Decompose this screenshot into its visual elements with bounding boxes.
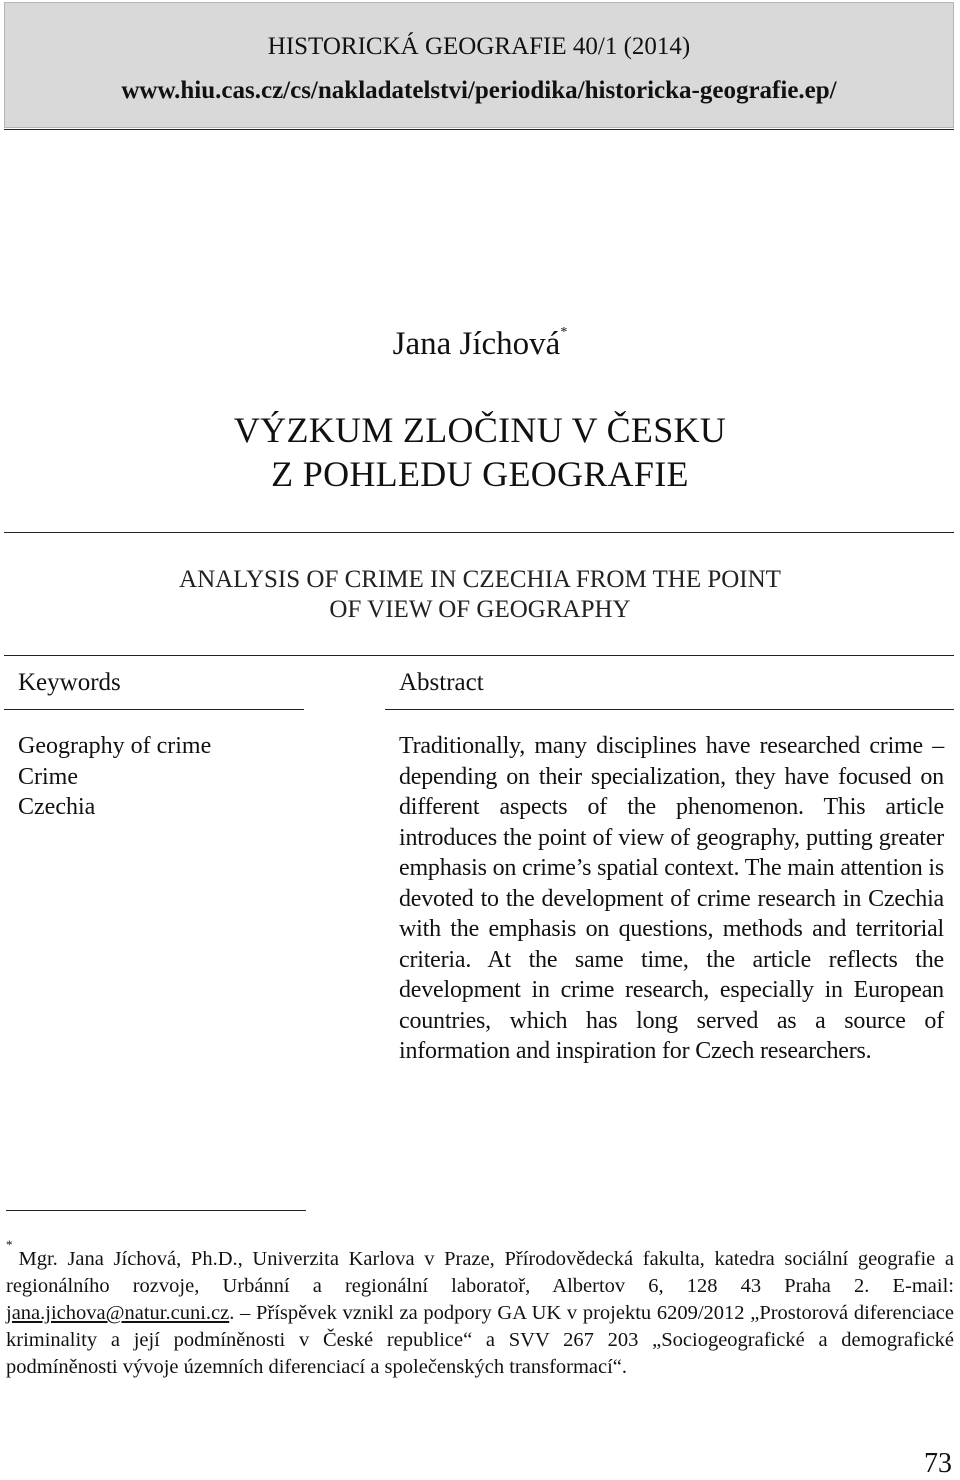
title-en-line2: OF VIEW OF GEOGRAPHY — [329, 596, 631, 623]
journal-title: HISTORICKÁ GEOGRAFIE 40/1 (2014) — [267, 33, 691, 60]
author-footnote — [6, 1239, 954, 1381]
footnote-text-part1: Mgr. Jana Jíchová, Ph.D., Univerzita Karlova v Praze, Přírodovědecká fakulta, katedra sociální geografie a regionálního rozvoje, Urbánní a regionální laboratoř, Albertov 6, 128 43 Praha 2. E-mail: — [6, 1247, 954, 1297]
footnote-text-part2: . – Příspěvek vznikl za podpory GA UK v projektu 6209/2012 „Prostorová diferenciace kriminality a její podmíněnosti v České republice“ a SVV 267 203 „Sociogeografické a demografické podmíněnosti vývoje územních diferenciací a společenských transformací“. — [6, 1301, 954, 1378]
abstract-heading: Abstract — [399, 669, 484, 696]
author-text: Jana Jíchová — [392, 326, 561, 362]
keywords-list — [18, 731, 211, 823]
footnote-separator — [6, 1210, 306, 1211]
title-cz-line1: VÝZKUM ZLOČINU V ČESKU — [233, 410, 727, 450]
keyword-item: Crime — [18, 763, 78, 790]
title-en-line1: ANALYSIS OF CRIME IN CZECHIA FROM THE POINT — [179, 566, 781, 593]
keyword-item: Czechia — [18, 794, 96, 820]
header-rule — [4, 129, 954, 130]
article-title-english — [0, 565, 960, 625]
abstract-underline — [385, 709, 954, 710]
author-footnote-mark: * — [560, 325, 568, 340]
abstract-body: Traditionally, many disciplines have researched crime – depending on their specialization, they have focused on different aspects of the phenomenon. This article introduces the point of view of geography, putting greater emphasis on crime’s spatial context. The main attention is devoted to the development of crime research in Czechia with the emphasis on questions, methods and territorial criteria. At the same time, the article reflects the development in crime research, especially in European countries, which has long served as a source of information and inspiration for Czech researchers. — [399, 733, 944, 1064]
section-rule — [4, 655, 954, 656]
journal-url: www.hiu.cas.cz/cs/nakladatelstvi/periodika/historicka-geografie.ep/ — [121, 77, 837, 104]
title-cz-line2: Z POHLEDU GEOGRAFIE — [271, 454, 689, 494]
keywords-underline — [4, 709, 304, 710]
journal-header — [4, 2, 954, 128]
author-email-link[interactable]: jana.jichova@natur.cuni.cz — [6, 1301, 230, 1324]
keyword-item: Geography of crime — [18, 733, 212, 759]
author-name — [0, 326, 960, 363]
keywords-heading: Keywords — [18, 669, 121, 696]
title-rule — [4, 532, 954, 533]
footnote-mark: * — [6, 1237, 13, 1252]
page-number: 73 — [924, 1448, 952, 1479]
article-title-czech — [0, 408, 960, 496]
